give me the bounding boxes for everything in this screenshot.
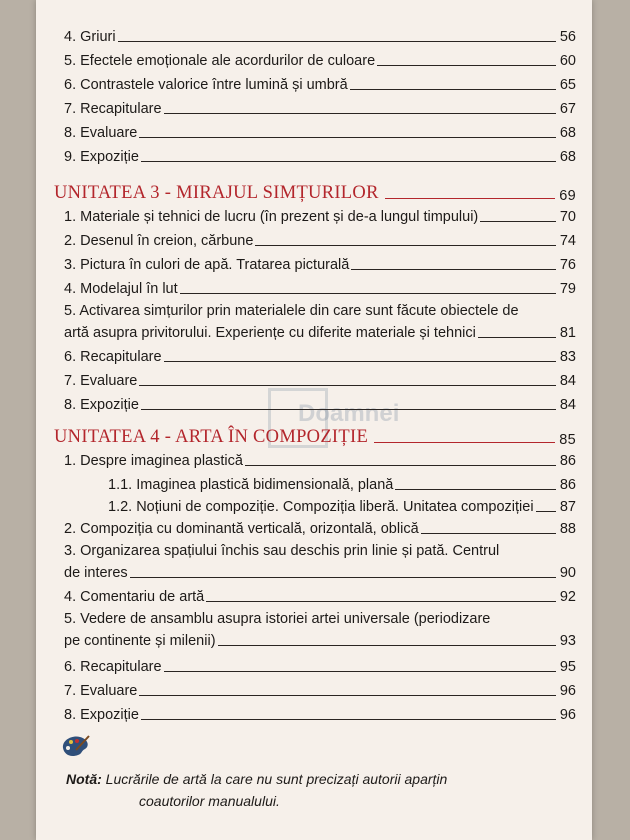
leader-line bbox=[350, 89, 556, 90]
toc-entry[interactable] bbox=[64, 120, 576, 142]
toc-entry-page: 88 bbox=[559, 521, 576, 537]
leader-line bbox=[377, 65, 556, 66]
toc-entry-label: 6. Recapitulare bbox=[64, 659, 162, 675]
toc-entry-label: 4. Comentariu de artă bbox=[64, 589, 205, 605]
leader-line bbox=[395, 489, 556, 490]
leader-line bbox=[206, 601, 556, 602]
toc-entry[interactable] bbox=[64, 144, 576, 166]
toc-entry[interactable] bbox=[64, 392, 576, 414]
leader-line bbox=[164, 113, 556, 114]
toc-entry-page: 96 bbox=[559, 683, 576, 699]
toc-entry-label: 8. Expoziție bbox=[64, 707, 139, 723]
toc-entry-line1[interactable]: 3. Organizarea spațiului închis sau deschis prin linie și pată. Centrul bbox=[64, 543, 500, 559]
unit-4-page: 85 bbox=[559, 432, 576, 448]
leader-line bbox=[536, 511, 556, 512]
leader-line bbox=[351, 269, 556, 270]
toc-subentry[interactable] bbox=[108, 494, 576, 516]
leader-line bbox=[180, 293, 556, 294]
leader-line bbox=[130, 577, 556, 578]
toc-entry-label: 7. Evaluare bbox=[64, 373, 138, 389]
toc-entry-page: 90 bbox=[559, 565, 576, 581]
toc-entry-label: artă asupra privitorului. Experiențe cu diferite materiale și tehnici bbox=[64, 325, 476, 341]
toc-entry-label: 3. Pictura în culori de apă. Tratarea picturală bbox=[64, 257, 350, 273]
leader-line bbox=[139, 137, 556, 138]
toc-entry-page: 79 bbox=[559, 281, 576, 297]
toc-entry-page: 68 bbox=[559, 149, 576, 165]
toc-entry-label: 7. Recapitulare bbox=[64, 101, 162, 117]
leader-line bbox=[255, 245, 555, 246]
toc-entry-line1[interactable]: 5. Vedere de ansamblu asupra istoriei artei universale (periodizare bbox=[64, 611, 491, 627]
toc-entry[interactable] bbox=[64, 72, 576, 94]
toc-entry-label: 5. Efectele emoționale ale acordurilor de culoare bbox=[64, 53, 376, 69]
leader-line bbox=[164, 361, 556, 362]
toc-entry-line1[interactable]: 5. Activarea simțurilor prin materialele din care sunt făcute obiectele de bbox=[64, 303, 519, 319]
toc-entry-label: 6. Recapitulare bbox=[64, 349, 162, 365]
toc-entry[interactable] bbox=[64, 678, 576, 700]
toc-entry-page: 84 bbox=[559, 397, 576, 413]
toc-subentry[interactable] bbox=[108, 472, 576, 494]
toc-entry[interactable] bbox=[64, 96, 576, 118]
toc-entry-page: 67 bbox=[559, 101, 576, 117]
footnote-label: Notă: bbox=[66, 771, 102, 787]
footnote bbox=[66, 768, 566, 812]
toc-entry-label: 4. Griuri bbox=[64, 29, 116, 45]
toc-entry-label: 1. Materiale și tehnici de lucru (în prezent și de-a lungul timpului) bbox=[64, 209, 479, 225]
toc-entry-label: 2. Compoziția cu dominantă verticală, orizontală, oblică bbox=[64, 521, 419, 537]
unit-4-heading[interactable] bbox=[54, 422, 576, 448]
toc-entry-label: 1.2. Noțiuni de compoziție. Compoziția liberă. Unitatea compoziției bbox=[108, 499, 534, 515]
toc-entry[interactable] bbox=[64, 368, 576, 390]
toc-entry-page: 86 bbox=[559, 477, 576, 493]
toc-entry-page: 86 bbox=[559, 453, 576, 469]
toc-entry-page: 93 bbox=[559, 633, 576, 649]
toc-entry-label: 1. Despre imaginea plastică bbox=[64, 453, 243, 469]
unit-3-title: UNITATEA 3 - MIRAJUL SIMȚURILOR bbox=[54, 183, 379, 203]
leader-line bbox=[141, 409, 556, 410]
unit-3-page: 69 bbox=[559, 188, 576, 204]
leader-line bbox=[141, 161, 556, 162]
toc-entry[interactable] bbox=[64, 204, 576, 226]
toc-entry-label: pe continente și milenii) bbox=[64, 633, 216, 649]
toc-entry[interactable] bbox=[64, 654, 576, 676]
toc-entry[interactable] bbox=[64, 702, 576, 724]
toc-entry-page: 96 bbox=[559, 707, 576, 723]
toc-entry-page: 70 bbox=[559, 209, 576, 225]
toc-entry-page: 87 bbox=[559, 499, 576, 515]
palette-icon bbox=[60, 734, 90, 758]
unit-3-heading[interactable] bbox=[54, 178, 576, 204]
leader-line bbox=[218, 645, 556, 646]
toc-entry-page: 68 bbox=[559, 125, 576, 141]
leader-line bbox=[478, 337, 556, 338]
unit-4-title: UNITATEA 4 - ARTA ÎN COMPOZIȚIE bbox=[54, 427, 369, 447]
toc-entry[interactable] bbox=[64, 276, 576, 298]
leader-line bbox=[480, 221, 556, 222]
toc-entry[interactable] bbox=[64, 628, 576, 650]
leader-line bbox=[139, 695, 556, 696]
leader-line bbox=[141, 719, 556, 720]
footnote-line2: coautorilor manualului. bbox=[139, 793, 280, 809]
footnote-line1: Lucrările de artă la care nu sunt precizați autorii aparțin bbox=[105, 771, 448, 787]
toc-entry[interactable] bbox=[64, 48, 576, 70]
toc-entry-page: 92 bbox=[559, 589, 576, 605]
toc-entry-label: 4. Modelajul în lut bbox=[64, 281, 178, 297]
book-page bbox=[36, 0, 592, 840]
toc-entry-label: 8. Evaluare bbox=[64, 125, 138, 141]
toc-entry[interactable] bbox=[64, 24, 576, 46]
leader-line bbox=[374, 442, 555, 443]
toc-entry-label: de interes bbox=[64, 565, 128, 581]
toc-entry[interactable] bbox=[64, 252, 576, 274]
toc-entry[interactable] bbox=[64, 344, 576, 366]
toc-entry[interactable] bbox=[64, 516, 576, 538]
toc-entry[interactable] bbox=[64, 584, 576, 606]
leader-line bbox=[139, 385, 556, 386]
toc-entry-label: 9. Expoziție bbox=[64, 149, 139, 165]
toc-entry[interactable] bbox=[64, 448, 576, 470]
watermark-text: Doamnei bbox=[298, 400, 400, 427]
toc-entry-page: 74 bbox=[559, 233, 576, 249]
toc-entry[interactable] bbox=[64, 560, 576, 582]
toc-entry-page: 84 bbox=[559, 373, 576, 389]
toc-entry[interactable] bbox=[64, 320, 576, 342]
toc-entry-page: 65 bbox=[559, 77, 576, 93]
toc-entry-label: 7. Evaluare bbox=[64, 683, 138, 699]
toc-entry-page: 81 bbox=[559, 325, 576, 341]
toc-entry-page: 56 bbox=[559, 29, 576, 45]
toc-entry-label: 8. Expoziție bbox=[64, 397, 139, 413]
toc-entry-page: 95 bbox=[559, 659, 576, 675]
toc-entry-page: 76 bbox=[559, 257, 576, 273]
leader-line bbox=[118, 41, 556, 42]
toc-entry[interactable] bbox=[64, 228, 576, 250]
toc-entry-label: 6. Contrastele valorice între lumină și umbră bbox=[64, 77, 348, 93]
leader-line bbox=[385, 198, 556, 199]
leader-line bbox=[164, 671, 556, 672]
toc-entry-label: 2. Desenul în creion, cărbune bbox=[64, 233, 254, 249]
toc-entry-page: 83 bbox=[559, 349, 576, 365]
leader-line bbox=[421, 533, 556, 534]
leader-line bbox=[245, 465, 556, 466]
toc-entry-page: 60 bbox=[559, 53, 576, 69]
toc-entry-label: 1.1. Imaginea plastică bidimensională, plană bbox=[108, 477, 394, 493]
